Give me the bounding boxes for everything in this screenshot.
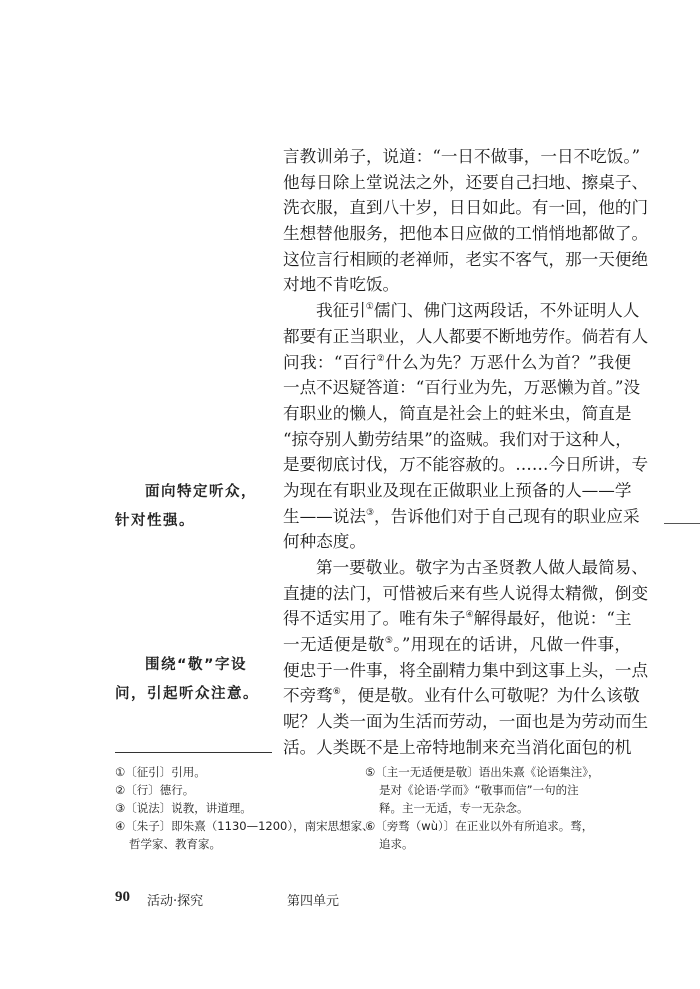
text-line: 我征引①儒门、佛门这两段话，不外证明人人 [316,301,640,321]
footnotes-left [115,763,374,853]
text-line: 对地不肯吃饭。 [283,275,400,295]
footnote-5-cont: 释。主一无适，专一无杂念。 [379,801,529,815]
text-line: 一无适便是敬⑤。”用现在的话讲，凡做一件事， [283,635,632,655]
text-line: 这位言行相顾的老禅师，老实不客气，那一天便绝 [283,249,649,269]
text-line: 一点不迟疑答道：“百行业为先，万恶懒为首。”没 [283,378,641,398]
text-line: 生想替他服务，把他本日应做的工悄悄地都做了。 [283,224,649,244]
side-note [115,651,265,709]
text-line: 直捷的法门，可惜被后来有些人说得太精微，倒变 [283,583,649,603]
text-line: “掠夺别人勤劳结果”的盗贼。我们对于这种人， [283,429,632,449]
text-line: 都要有正当职业，人人都要不断地劳作。倘若有人 [283,326,649,346]
side-note-line: 面向特定听众， [145,484,257,500]
footnote-ref[interactable]: ⑤ [384,636,394,647]
footnote-ref[interactable]: ③ [365,507,375,518]
footnote-5: ⑤〔主一无适便是敬〕语出朱熹《论语集注》， [365,765,600,779]
footnote-6: ⑥〔旁骛（wù）〕在正业以外有所追求。骛， [365,819,594,833]
footnote-2: ②〔行〕德行。 [115,783,195,797]
text-line: 是要彻底讨伐，万不能容赦的。……今日所讲，专 [283,455,649,475]
footnote-ref[interactable]: ① [365,302,374,313]
text-line: 不旁骛⑥，便是敬。业有什么可敬呢？为什么该敬 [283,686,640,706]
unit-label: 第四单元 [287,894,340,909]
section-label: 活动·探究 [147,894,204,909]
text-line: 何种态度。 [283,532,366,552]
footnote-divider [115,752,272,753]
side-note-line: 围绕“敬”字设 [145,657,248,673]
text-line: 言教训弟子，说道：“一日不做事，一日不吃饭。” [283,147,641,166]
text-line: 洗衣服，直到八十岁，日日如此。有一回，他的门 [283,198,649,218]
side-note-line: 问，引起听众注意。 [115,686,259,702]
text-line: 呢？人类一面为生活而劳动，一面也是为劳动而生 [283,712,649,732]
footnote-1: ①〔征引〕引用。 [115,765,206,779]
side-note-line: 针对性强。 [115,513,195,529]
body-text [283,144,649,761]
text-line: 他每日除上堂说法之外，还要自己扫地、擦桌子、 [283,172,649,192]
text-line: 为现在有职业及现在正做职业上预备的人——学 [283,480,632,500]
page-number: 90 [115,889,130,905]
footnote-5-cont: 是对《论语·学而》“敬事而信”一句的注 [379,783,579,797]
footnote-3: ③〔说法〕说教，讲道理。 [115,801,252,815]
footnote-ref[interactable]: ④ [465,610,474,621]
footnote-ref[interactable]: ⑥ [332,687,341,698]
text-line: 有职业的懒人，简直是社会上的蛀米虫，简直是 [283,403,632,423]
text-line: 便忠于一件事，将全副精力集中到这事上头，一点 [283,660,649,680]
text-line: 问我：“百行②什么为先？万恶什么为首？”我便 [283,352,632,372]
footnote-6-cont: 追求。 [379,837,414,851]
footnote-ref[interactable]: ② [376,353,386,364]
text-line: 得不适实用了。唯有朱子④解得最好，他说：“主 [283,609,632,629]
footnotes-right [365,763,600,853]
footnote-4: ④〔朱子〕即朱熹（1130—1200），南宋思想家、 [115,819,374,833]
footnote-4-cont: 哲学家、教育家。 [129,837,221,851]
text-line: 活。人类既不是上帝特地制来充当消化面包的机 [283,737,632,757]
text-line: 生——说法③，告诉他们对于自己现有的职业应采 [283,506,640,526]
side-note [115,478,265,536]
text-line: 第一要敬业。敬字为古圣贤教人做人最简易、 [316,558,648,577]
margin-mark [664,523,700,524]
